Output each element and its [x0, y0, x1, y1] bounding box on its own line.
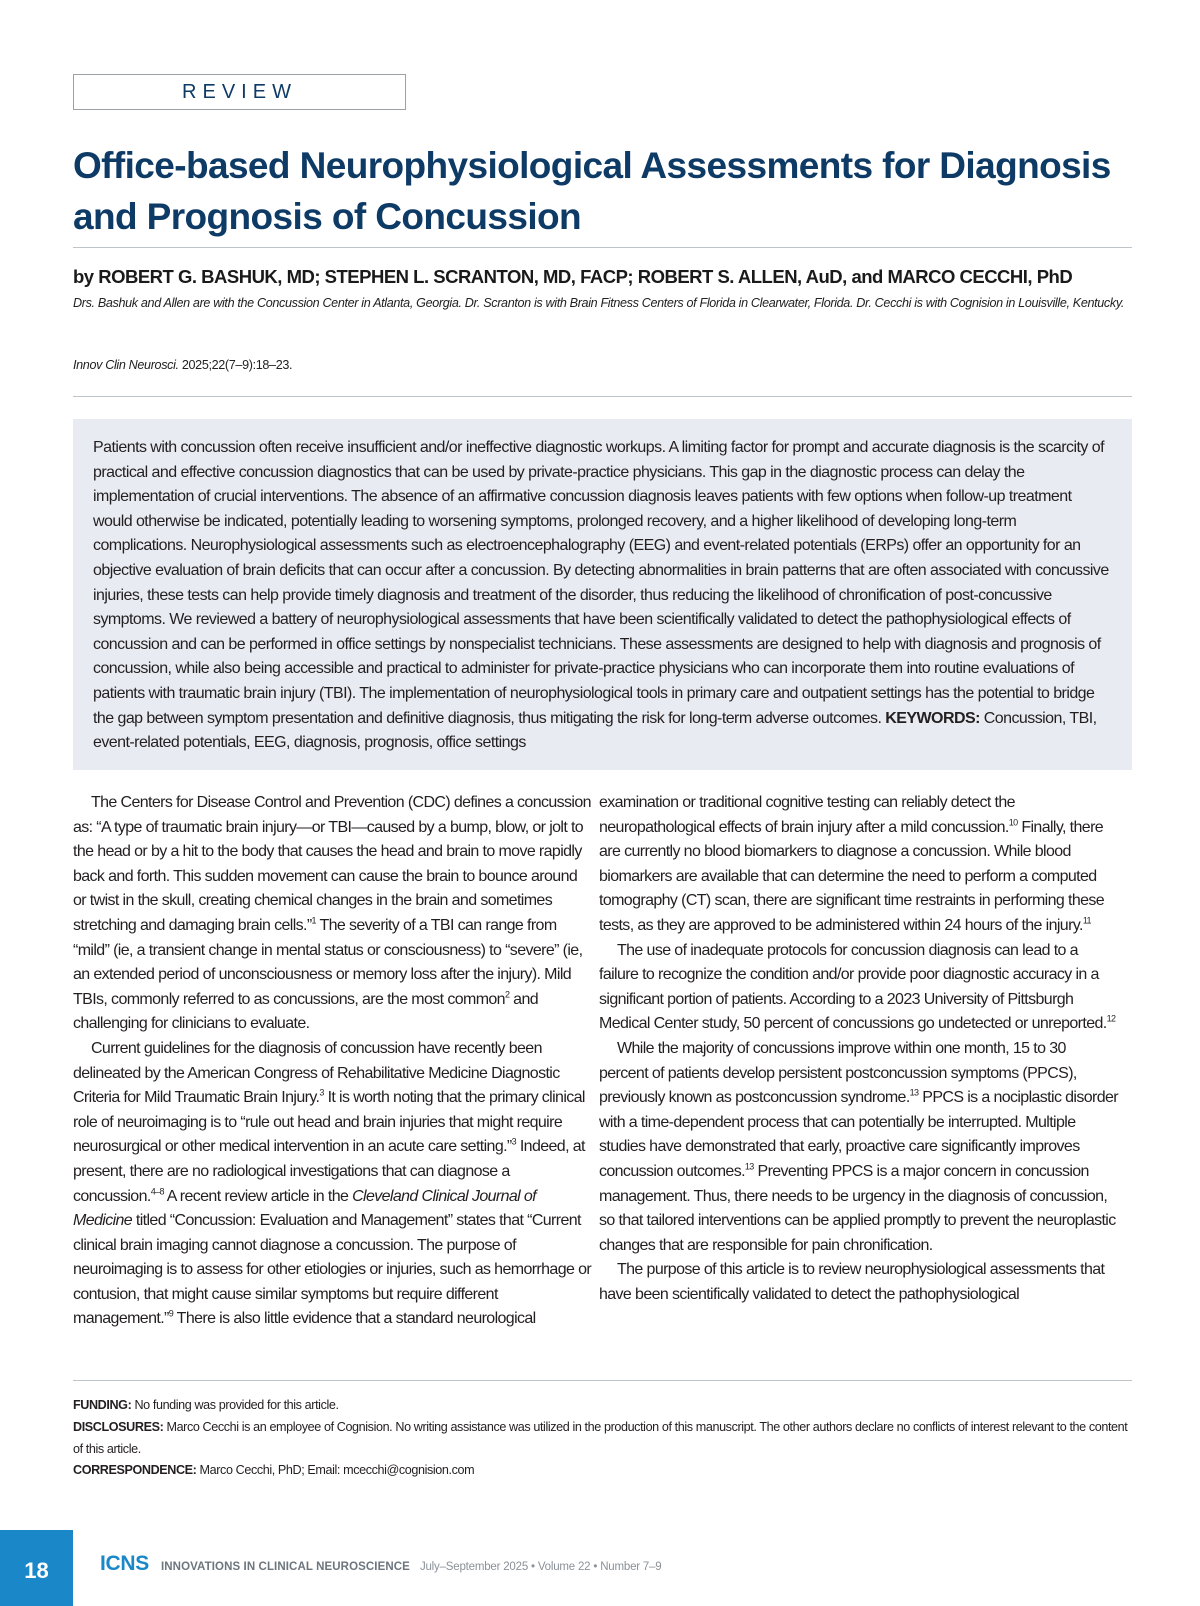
- body-paragraph: While the majority of concussions improve within one month, 15 to 30 percent of patients develop persistent postconcussion symptoms (PPCS), previously known as postconcussion syndrome.$^{13}$ PPCS is a nociplastic disorder with a time-dependent process that can potentially be interrupted. Multiple studies have demonstrated that early, proactive care significantly improves concussion outcomes.$^{13}$ Preventing PPCS is a major concern in concussion management. Thus, there needs to be urgency in the diagnosis of concussion, so that tailored interventions can be applied promptly to prevent the neuroplastic changes that are responsible for pain chronification.: [599, 1039, 1118, 1254]
- reference-marker: 13: [909, 1087, 919, 1098]
- correspondence-note: CORRESPONDENCE: Marco Cecchi, PhD; Email: mcecchi@cognision.com: [73, 1463, 475, 1478]
- page-number: 18: [0, 1530, 73, 1606]
- journal-logo: ICNS: [100, 1552, 149, 1575]
- funding-note: FUNDING: No funding was provided for this article.: [73, 1398, 339, 1412]
- keywords-list: Concussion, TBI, event-related potentials, EEG, diagnosis, prognosis, office settings: [93, 709, 1097, 752]
- reference-marker: 1: [311, 915, 316, 926]
- reference-marker: 11: [1082, 915, 1091, 926]
- author-affiliations: Drs. Bashuk and Allen are with the Concussion Center in Atlanta, Georgia. Dr. Scranton is with Brain Fitness Centers of Florida in Clearwater, Florida. Dr. Cecchi is with Cognision in Louisville, Kentucky.: [73, 296, 1124, 310]
- reference-marker: 12: [1106, 1014, 1116, 1025]
- body-paragraph: The use of inadequate protocols for concussion diagnosis can lead to a failure to recognize the condition and/or provide poor diagnostic accuracy in a significant portion of patients. According to a 2023 University of Pittsburgh Medical Center study, 50 percent of concussions go undetected or unreported.$^{12}$: [599, 941, 1116, 1033]
- abstract-text: [93, 436, 1112, 756]
- body-paragraph: examination or traditional cognitive testing can reliably detect the neuropathological effects of brain injury after a mild concussion.$^{10}$ Finally, there are currently no blood biomarkers to diagnose a concussion. While blood biomarkers are available that can determine the need to perform a computed tomography (CT) scan, there are significant time restraints in performing these tests, as they are approved to be administered within 24 hours of the injury.$^{11}$: [599, 794, 1105, 934]
- citation-details: 2025;22(7–9):18–23.: [181, 358, 293, 372]
- running-footer: [100, 1552, 661, 1576]
- header-divider: [73, 396, 1132, 397]
- article-title: Office-based Neurophysiological Assessments for Diagnosis and Prognosis of Concussion: [73, 145, 1111, 237]
- title-divider: [73, 247, 1132, 248]
- reference-marker: 2: [504, 989, 510, 1000]
- article-notes: [73, 1395, 1132, 1482]
- reference-marker: 9: [168, 1309, 174, 1320]
- footnote-divider: [73, 1380, 1132, 1381]
- body-paragraph: The purpose of this article is to review neurophysiological assessments that have been scientifically validated to detect the pathophysiological: [599, 1261, 1105, 1303]
- citation: [73, 358, 292, 372]
- body-column-right: [599, 791, 1118, 1307]
- reference-marker: 3: [511, 1136, 517, 1147]
- cited-journal-title: Cleveland Clinical Journal of Medicine: [73, 1187, 537, 1230]
- citation-journal: Innov Clin Neurosci.: [73, 358, 179, 372]
- journal-name: INNOVATIONS IN CLINICAL NEUROSCIENCE: [160, 1561, 410, 1573]
- abstract-body: Patients with concussion often receive insufficient and/or ineffective diagnostic workups. A limiting factor for prompt and accurate diagnosis is the scarcity of practical and effective concussion diagnostics that can be used by private-practice physicians. This gap in the diagnostic process can delay the implementation of crucial interventions. The absence of an affirmative concussion diagnosis leaves patients with few options when follow-up treatment would otherwise be indicated, potentially leading to worsening symptoms, prolonged recovery, and a higher likelihood of developing long-term complications. Neurophysiological assessments such as electroencephalography (EEG) and event-related potentials (ERPs) offer an opportunity for an objective evaluation of brain deficits that can occur after a concussion. By detecting abnormalities in brain patterns that are often associated with concussive injuries, these tests can help provide timely diagnosis and treatment of the disorder, thus reducing the likelihood of chronification of post-concussive symptoms. We reviewed a battery of neurophysiological assessments that have been scientifically validated to detect the pathophysiological effects of concussion and can be performed in office settings by nonspecialist technicians. These assessments are designed to help with diagnosis and prognosis of concussion, while also being accessible and practical to administer for private-practice physicians who can incorporate them into routine evaluations of patients with traumatic brain injury (TBI). The implementation of neurophysiological tools in primary care and outpatient settings has the potential to bridge the gap between symptom presentation and definitive diagnosis, thus mitigating the risk for long-term adverse outcomes.: [93, 439, 1109, 727]
- section-label: REVIEW: [73, 74, 406, 110]
- reference-marker: 3: [319, 1087, 324, 1098]
- abstract-box: [73, 419, 1132, 770]
- issue-info: July–September 2025 • Volume 22 • Number 7–9: [419, 1561, 662, 1573]
- body-paragraph: The Centers for Disease Control and Prevention (CDC) defines a concussion as: “A type of traumatic brain injury—or TBI—caused by a bump, blow, or jolt to the head or by a hit to the body that causes the head and brain to move rapidly back and forth. This sudden movement can cause the brain to bounce around or twist in the skull, creating chemical changes in the brain and sometimes stretching and damaging brain cells.”$^1$ The severity of a TBI can range from “mild” (ie, a transient change in mental status or consciousness) to “severe” (ie, an extended period of unconsciousness or memory loss after the injury). Mild TBIs, commonly referred to as concussions, are the most common$^2$ and challenging for clinicians to evaluate.: [73, 794, 591, 1033]
- reference-marker: 13: [744, 1161, 754, 1172]
- reference-marker: 4–8: [150, 1186, 164, 1197]
- author-byline: by ROBERT G. BASHUK, MD; STEPHEN L. SCRANTON, MD, FACP; ROBERT S. ALLEN, AuD, and MARCO CECCHI, PhD: [73, 266, 1073, 287]
- disclosures-note: DISCLOSURES: Marco Cecchi is an employee of Cognision. No writing assistance was utilized in the production of this manuscript. The other authors declare no conflicts of interest relevant to the content of this article.: [73, 1419, 1128, 1456]
- reference-marker: 10: [1008, 817, 1018, 828]
- body-paragraph: Current guidelines for the diagnosis of concussion have recently been delineated by the American Congress of Rehabilitative Medicine Diagnostic Criteria for Mild Traumatic Brain Injury.$^3$ It is worth noting that the primary clinical role of neuroimaging is to “rule out head and brain injuries that might require neurosurgical or other medical intervention in an acute care setting.”$^3$ Indeed, at present, there are no radiological investigations that can diagnose a concussion.$^{4-8}$ A recent review article in the Cleveland Clinical Journal of Medicine titled “Concussion: Evaluation and Management” states that “Current clinical brain imaging cannot diagnose a concussion. The purpose of neuroimaging is to assess for other etiologies or injuries, such as hemorrhage or contusion, that might cause similar symptoms but require different management.”$^9$ There is also little evidence that a standard neurological: [73, 1039, 592, 1328]
- keywords-label: KEYWORDS:: [885, 709, 980, 727]
- body-column-left: [73, 791, 592, 1332]
